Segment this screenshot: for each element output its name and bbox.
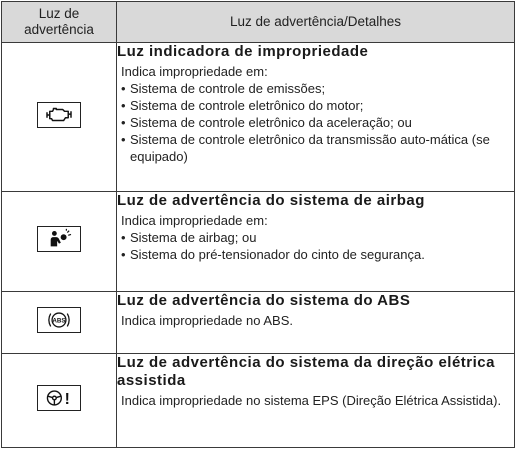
table-row <box>2 354 515 448</box>
icon-cell <box>2 292 117 354</box>
header-col1-line2: advertência <box>24 22 94 37</box>
abs-icon <box>37 307 81 333</box>
detail-cell <box>117 354 515 448</box>
check-engine-icon <box>37 102 81 128</box>
header-col1-line1: Luz de <box>38 6 80 21</box>
icon-cell <box>2 192 117 292</box>
icon-cell <box>2 43 117 192</box>
eps-steering-icon <box>37 385 81 411</box>
detail-list <box>117 229 514 263</box>
detail-cell <box>117 292 515 354</box>
header-warning-light <box>2 2 117 43</box>
airbag-icon <box>37 226 81 252</box>
row-title: Luz de advertência do sistema de airbag <box>117 192 425 209</box>
list-item: • Sistema de controle eletrônico da aceleração; ou <box>121 114 514 131</box>
row-title: Luz de advertência do sistema da direção elétrica assistida <box>117 354 495 389</box>
row-intro: Indica impropriedade no sistema EPS (Direção Elétrica Assistida). <box>121 393 502 408</box>
table-row <box>2 43 515 192</box>
table-row <box>2 292 515 354</box>
row-intro: Indica impropriedade em: <box>121 64 268 79</box>
row-intro: Indica impropriedade em: <box>121 213 268 228</box>
table-row <box>2 192 515 292</box>
detail-cell <box>117 192 515 292</box>
table-header-row <box>2 2 515 43</box>
list-item: • Sistema de airbag; ou <box>121 229 514 246</box>
row-title: Luz de advertência do sistema do ABS <box>117 292 411 309</box>
detail-cell <box>117 43 515 192</box>
list-item: • Sistema de controle de emissões; <box>121 80 514 97</box>
icon-cell <box>2 354 117 448</box>
warning-lights-table <box>1 1 515 448</box>
row-title: Luz indicadora de impropriedade <box>117 43 369 60</box>
abs-icon-text: ABS <box>52 317 66 325</box>
list-item: • Sistema do pré-tensionador do cinto de segurança. <box>121 246 514 263</box>
list-item: • Sistema de controle eletrônico do motor; <box>121 97 514 114</box>
header-details: Luz de advertência/Detalhes <box>117 2 515 43</box>
detail-list <box>117 80 514 165</box>
row-intro: Indica impropriedade no ABS. <box>121 313 293 328</box>
list-item: • Sistema de controle eletrônico da transmissão auto-mática (se equipado) <box>121 131 514 165</box>
eps-icon-exclamation: ! <box>64 391 70 408</box>
